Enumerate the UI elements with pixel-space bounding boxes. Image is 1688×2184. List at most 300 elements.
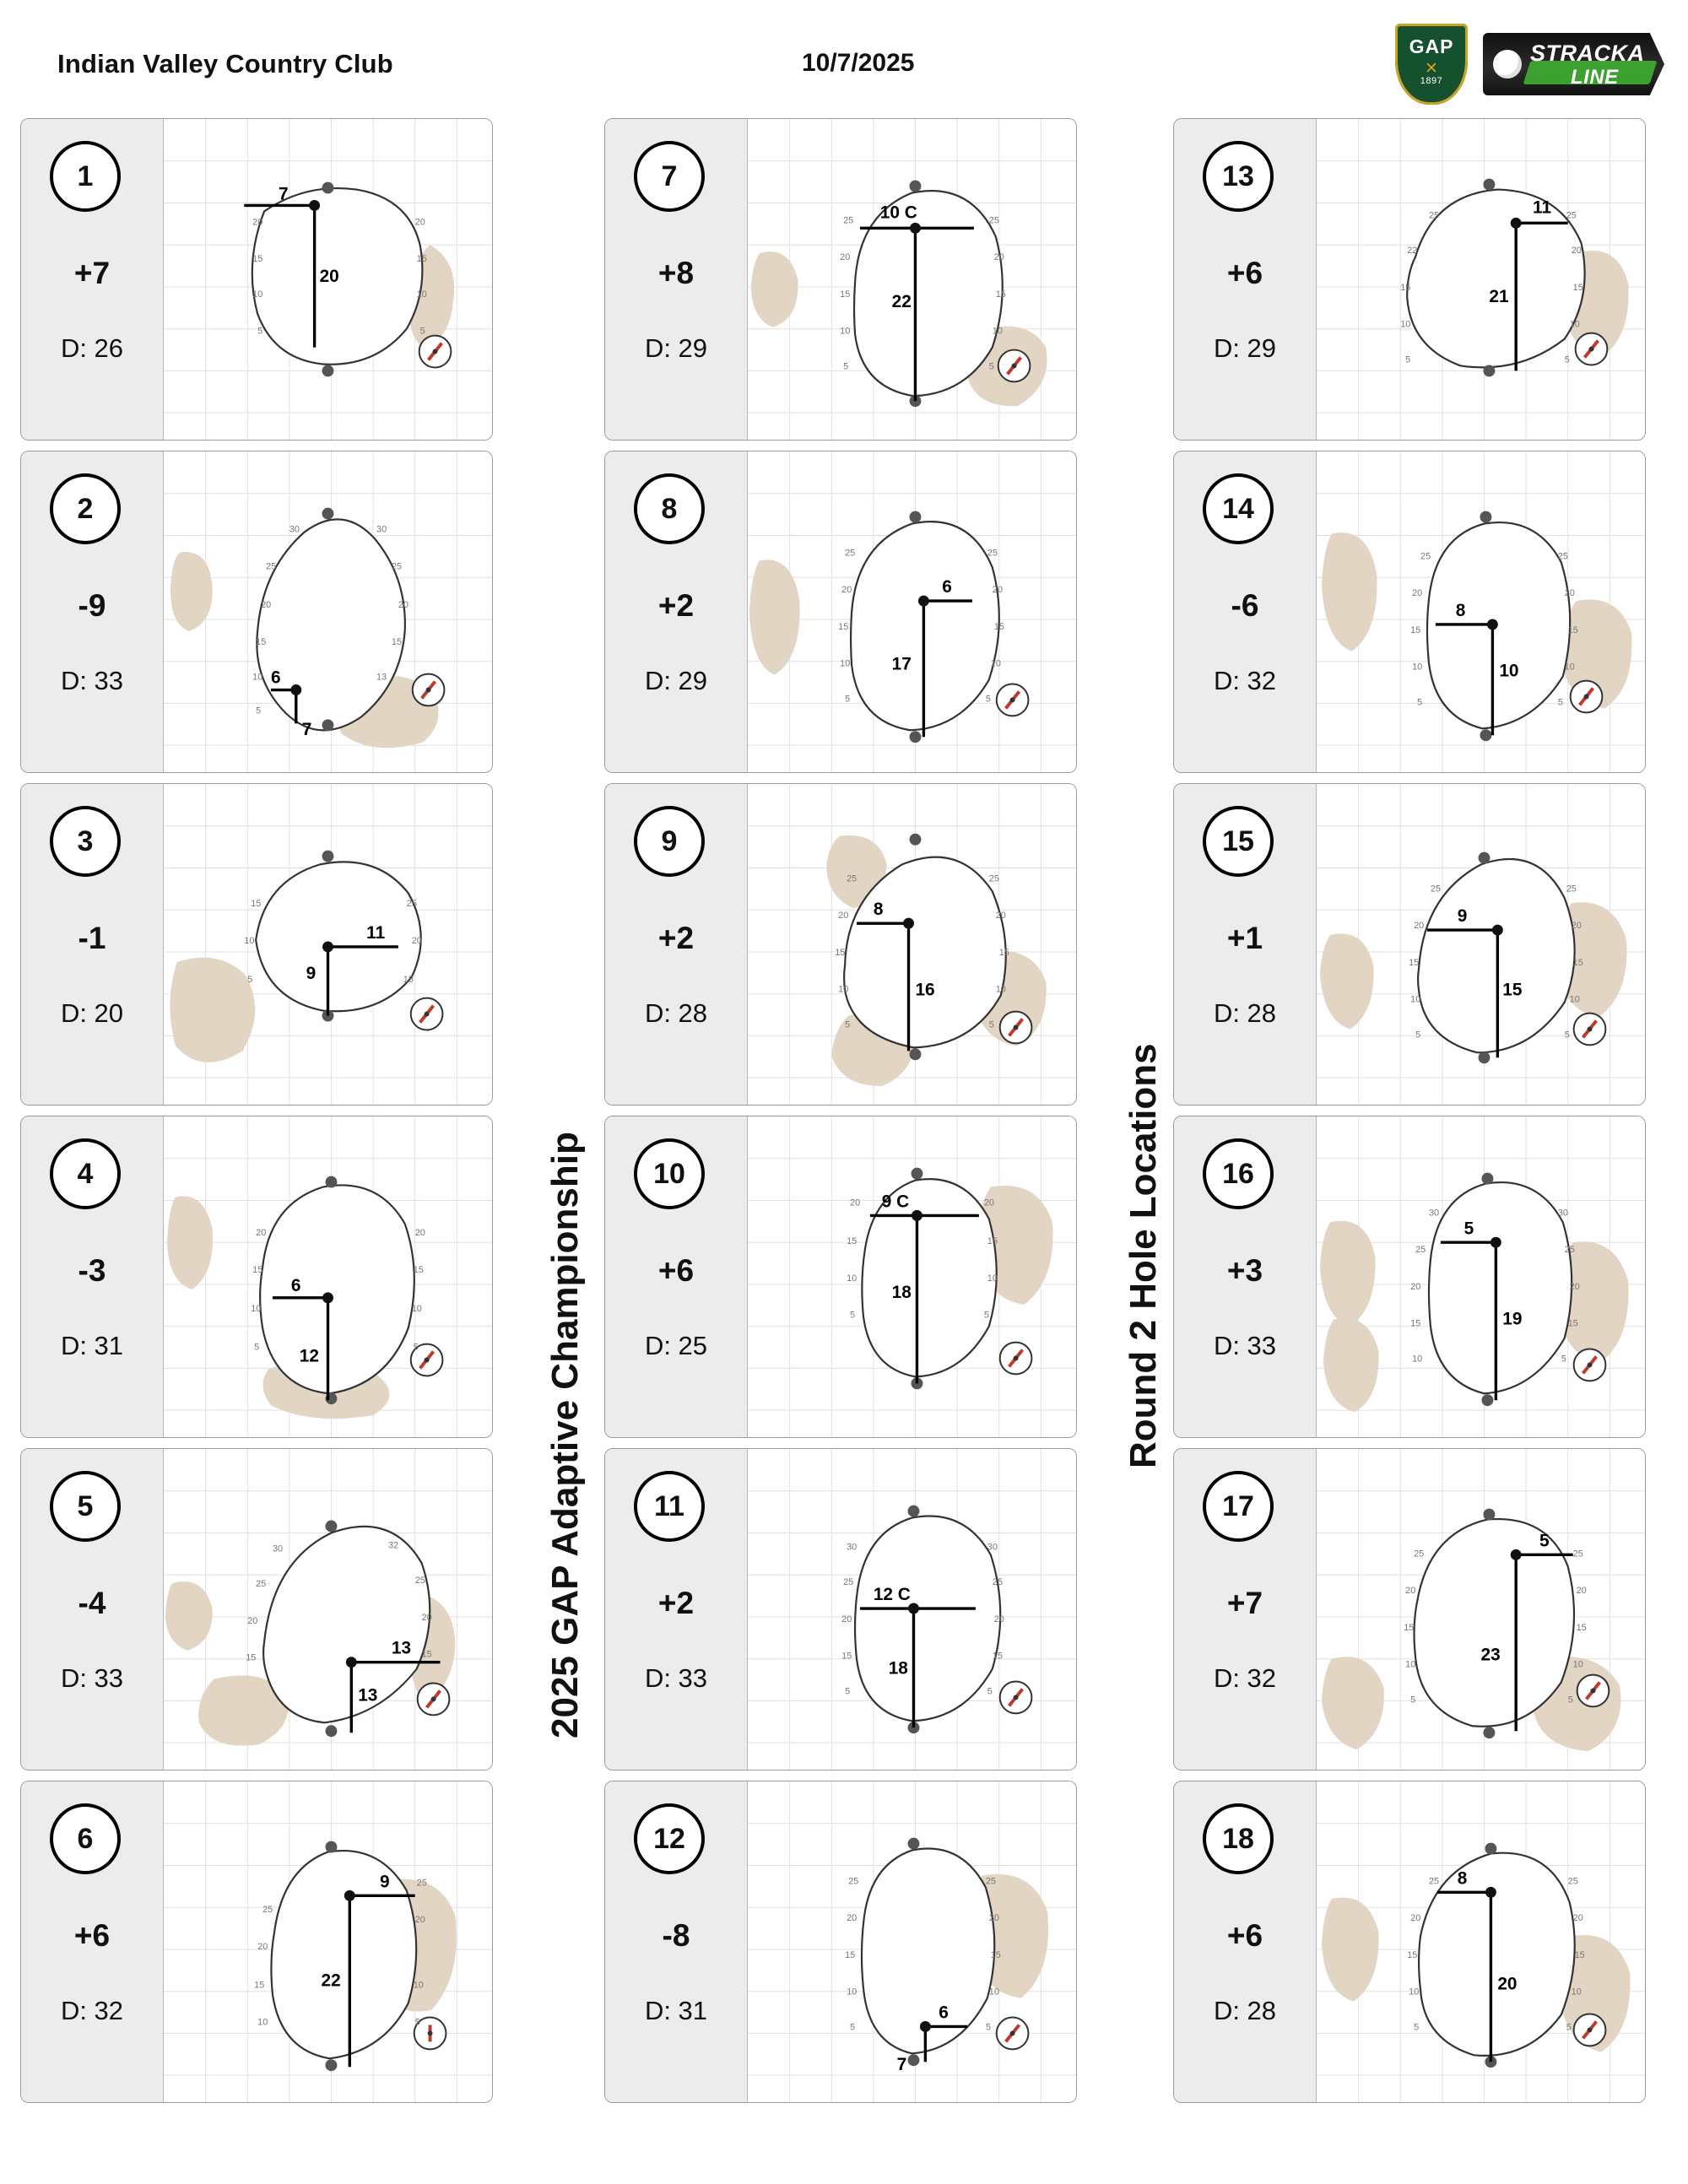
svg-text:25: 25 bbox=[988, 873, 999, 884]
svg-text:20: 20 bbox=[992, 585, 1003, 596]
svg-text:20: 20 bbox=[847, 1913, 858, 1924]
hole-info-panel bbox=[605, 119, 748, 440]
compass-icon bbox=[419, 336, 452, 368]
compass-icon bbox=[1000, 1012, 1032, 1044]
svg-text:30: 30 bbox=[987, 1542, 998, 1553]
gap-logo-icon bbox=[1395, 24, 1468, 105]
green-diagram bbox=[164, 784, 492, 1105]
hole-card[interactable] bbox=[604, 783, 1077, 1106]
hole-number-badge: 2 bbox=[50, 473, 121, 544]
svg-text:20: 20 bbox=[1571, 921, 1582, 932]
svg-text:15: 15 bbox=[992, 1651, 1003, 1662]
svg-text:15: 15 bbox=[413, 1265, 424, 1276]
pace-label: 10 C bbox=[879, 203, 917, 223]
round-title: Round 2 Hole Locations bbox=[1123, 1043, 1164, 1468]
compass-icon bbox=[997, 684, 1029, 716]
hole-depth: D: 33 bbox=[60, 666, 124, 695]
svg-text:5: 5 bbox=[1410, 1695, 1416, 1706]
green-diagram bbox=[164, 1781, 492, 2102]
svg-text:5: 5 bbox=[1414, 2022, 1420, 2033]
hole-slope: -8 bbox=[662, 1918, 690, 1953]
hole-depth: D: 28 bbox=[644, 998, 708, 1028]
svg-text:25: 25 bbox=[416, 1878, 427, 1889]
logo-group bbox=[1395, 24, 1664, 105]
hole-number-badge: 10 bbox=[634, 1138, 705, 1209]
hole-info-panel bbox=[21, 1449, 164, 1770]
svg-text:20: 20 bbox=[398, 600, 408, 611]
hole-slope: +2 bbox=[657, 588, 695, 623]
hole-info-panel bbox=[1174, 1449, 1317, 1770]
svg-text:15: 15 bbox=[391, 636, 403, 647]
svg-text:30: 30 bbox=[273, 1543, 284, 1554]
svg-text:10: 10 bbox=[840, 326, 851, 337]
svg-text:30: 30 bbox=[847, 1542, 858, 1553]
svg-text:20: 20 bbox=[261, 600, 272, 611]
svg-text:25: 25 bbox=[1428, 210, 1440, 221]
svg-text:25: 25 bbox=[1415, 1245, 1426, 1256]
svg-text:10: 10 bbox=[1412, 662, 1423, 673]
compass-icon bbox=[411, 998, 443, 1030]
hole-depth: D: 29 bbox=[1213, 333, 1277, 363]
hole-slope: -4 bbox=[78, 1586, 106, 1620]
svg-text:5: 5 bbox=[988, 1019, 994, 1030]
svg-text:10: 10 bbox=[1400, 319, 1411, 330]
svg-text:25: 25 bbox=[1428, 1876, 1440, 1887]
hole-number-badge: 8 bbox=[634, 473, 705, 544]
svg-text:10: 10 bbox=[1569, 994, 1580, 1005]
pace-label: 13 bbox=[391, 1638, 412, 1658]
svg-text:20: 20 bbox=[1412, 588, 1423, 599]
svg-text:10: 10 bbox=[1405, 1659, 1416, 1670]
hole-slope: -3 bbox=[78, 1253, 106, 1288]
svg-text:25: 25 bbox=[406, 899, 417, 910]
compass-icon bbox=[998, 350, 1031, 382]
hole-info-panel bbox=[605, 451, 748, 772]
svg-text:15: 15 bbox=[1574, 1949, 1585, 1960]
hole-slope: +7 bbox=[1226, 1586, 1263, 1620]
svg-text:5: 5 bbox=[1417, 697, 1423, 708]
svg-text:20: 20 bbox=[1410, 1281, 1421, 1292]
pace-label: 7 bbox=[896, 2055, 907, 2075]
hole-depth: D: 28 bbox=[1213, 1996, 1277, 2025]
hole-number-badge: 4 bbox=[50, 1138, 121, 1209]
hole-slope: +6 bbox=[73, 1918, 111, 1953]
hole-info-panel bbox=[605, 784, 748, 1105]
svg-text:20: 20 bbox=[995, 911, 1006, 922]
hole-card[interactable] bbox=[604, 451, 1077, 773]
svg-text:15: 15 bbox=[254, 1980, 265, 1991]
pace-label: 20 bbox=[319, 266, 339, 286]
svg-text:25: 25 bbox=[1572, 1549, 1583, 1560]
green-diagram bbox=[1317, 1449, 1645, 1770]
svg-text:20: 20 bbox=[1576, 1586, 1587, 1597]
hole-column-3 bbox=[1173, 118, 1646, 2113]
svg-text:10: 10 bbox=[995, 984, 1006, 995]
svg-text:15: 15 bbox=[845, 1949, 856, 1960]
hole-info-panel bbox=[605, 1781, 748, 2102]
pace-label: 21 bbox=[1489, 286, 1509, 306]
pace-label: 6 bbox=[290, 1275, 301, 1295]
hole-depth: D: 32 bbox=[1213, 666, 1277, 695]
strackaline-word-2: LINE bbox=[1571, 66, 1619, 89]
svg-text:10: 10 bbox=[257, 2017, 268, 2028]
hole-card[interactable] bbox=[20, 451, 493, 773]
hole-card[interactable] bbox=[20, 1781, 493, 2103]
green-diagram bbox=[164, 119, 492, 440]
svg-text:10: 10 bbox=[251, 1303, 262, 1314]
svg-text:5: 5 bbox=[845, 1686, 851, 1697]
strackaline-word-1: STRACKA bbox=[1530, 41, 1645, 66]
svg-text:15: 15 bbox=[1410, 624, 1421, 635]
hole-card[interactable] bbox=[20, 783, 493, 1106]
hole-info-panel bbox=[21, 784, 164, 1105]
hole-number-badge: 18 bbox=[1203, 1803, 1274, 1874]
green-diagram bbox=[748, 1449, 1076, 1770]
svg-text:10: 10 bbox=[252, 289, 263, 300]
svg-text:15: 15 bbox=[252, 1265, 263, 1276]
hole-card[interactable] bbox=[20, 118, 493, 441]
hole-slope: +8 bbox=[657, 256, 695, 290]
svg-text:30: 30 bbox=[1557, 1208, 1568, 1219]
hole-card[interactable] bbox=[1173, 1116, 1646, 1438]
svg-text:20: 20 bbox=[988, 1913, 999, 1924]
hole-number-badge: 7 bbox=[634, 141, 705, 212]
svg-text:20: 20 bbox=[256, 1228, 267, 1239]
svg-text:10: 10 bbox=[413, 1980, 424, 1991]
pace-label: 12 bbox=[299, 1346, 319, 1366]
hole-depth: D: 33 bbox=[60, 1663, 124, 1693]
hole-depth: D: 31 bbox=[60, 1331, 124, 1360]
svg-text:20: 20 bbox=[257, 1941, 268, 1952]
hole-number-badge: 11 bbox=[634, 1471, 705, 1542]
compass-icon bbox=[1574, 1349, 1606, 1381]
svg-text:5: 5 bbox=[850, 1310, 856, 1321]
svg-text:5: 5 bbox=[254, 1342, 260, 1353]
strackaline-logo-icon bbox=[1483, 33, 1664, 95]
svg-text:25: 25 bbox=[1566, 884, 1577, 895]
svg-text:25: 25 bbox=[1564, 1245, 1575, 1256]
svg-text:5: 5 bbox=[1405, 354, 1411, 365]
pace-label: 5 bbox=[1539, 1531, 1550, 1551]
hole-number-badge: 3 bbox=[50, 806, 121, 877]
hole-info-panel bbox=[21, 1781, 164, 2102]
pace-label: 11 bbox=[366, 923, 386, 943]
pace-label: 18 bbox=[888, 1658, 908, 1679]
compass-icon bbox=[997, 2018, 1029, 2050]
hole-card[interactable] bbox=[1173, 783, 1646, 1106]
hole-depth: D: 29 bbox=[644, 333, 708, 363]
svg-text:30: 30 bbox=[376, 524, 387, 535]
svg-text:25: 25 bbox=[1566, 210, 1577, 221]
svg-text:5: 5 bbox=[257, 326, 263, 337]
hole-card[interactable] bbox=[1173, 118, 1646, 441]
compass-icon bbox=[413, 674, 445, 706]
svg-text:5: 5 bbox=[988, 361, 994, 372]
svg-text:5: 5 bbox=[987, 1686, 993, 1697]
hole-number-badge: 9 bbox=[634, 806, 705, 877]
svg-text:25: 25 bbox=[1430, 884, 1442, 895]
hole-info-panel bbox=[1174, 1781, 1317, 2102]
hole-slope: -1 bbox=[78, 921, 106, 955]
hole-number-badge: 17 bbox=[1203, 1471, 1274, 1542]
svg-text:20: 20 bbox=[1410, 1913, 1421, 1924]
svg-text:25: 25 bbox=[985, 1876, 996, 1887]
hole-column-1 bbox=[20, 118, 493, 2113]
svg-text:25: 25 bbox=[847, 873, 858, 884]
hole-card[interactable] bbox=[1173, 1448, 1646, 1770]
svg-text:15: 15 bbox=[840, 289, 851, 300]
hole-slope: +6 bbox=[657, 1253, 695, 1288]
svg-text:10: 10 bbox=[252, 672, 263, 683]
svg-text:15: 15 bbox=[251, 899, 262, 910]
svg-text:5: 5 bbox=[845, 694, 851, 705]
svg-text:10: 10 bbox=[1569, 319, 1580, 330]
pace-label: 9 bbox=[306, 963, 316, 983]
pace-label: 22 bbox=[321, 1970, 341, 1991]
svg-text:25: 25 bbox=[1557, 551, 1568, 562]
hole-number-badge: 16 bbox=[1203, 1138, 1274, 1209]
svg-text:5: 5 bbox=[1567, 1695, 1573, 1706]
sheet-date: 10/7/2025 bbox=[802, 49, 915, 77]
hole-slope: +2 bbox=[657, 921, 695, 955]
svg-text:10: 10 bbox=[1409, 1987, 1420, 1997]
pace-label: 16 bbox=[915, 980, 935, 1000]
hole-depth: D: 20 bbox=[60, 998, 124, 1028]
svg-text:5: 5 bbox=[1564, 354, 1570, 365]
pace-label: 20 bbox=[1497, 1974, 1518, 1994]
svg-text:15: 15 bbox=[1410, 1318, 1421, 1329]
svg-text:5: 5 bbox=[247, 974, 253, 985]
svg-text:15: 15 bbox=[1567, 624, 1578, 635]
svg-text:30: 30 bbox=[1428, 1208, 1440, 1219]
svg-text:10: 10 bbox=[1571, 1987, 1582, 1997]
svg-text:15: 15 bbox=[246, 1652, 257, 1663]
svg-text:20: 20 bbox=[421, 1612, 432, 1623]
svg-text:25: 25 bbox=[843, 1577, 854, 1588]
compass-icon bbox=[1576, 333, 1608, 365]
compass-icon bbox=[1574, 1014, 1606, 1046]
pace-label: 7 bbox=[301, 720, 312, 740]
svg-text:10: 10 bbox=[847, 1273, 858, 1284]
gap-logo-text: GAP bbox=[1409, 35, 1454, 57]
hole-info-panel bbox=[605, 1116, 748, 1437]
green-diagram bbox=[164, 1449, 492, 1770]
svg-text:5: 5 bbox=[985, 2022, 991, 2033]
svg-text:20: 20 bbox=[414, 1915, 425, 1926]
svg-text:10: 10 bbox=[987, 1273, 998, 1284]
svg-text:20: 20 bbox=[414, 217, 425, 228]
green-diagram bbox=[748, 119, 1076, 440]
svg-text:15: 15 bbox=[987, 1236, 998, 1247]
svg-text:32: 32 bbox=[387, 1540, 399, 1551]
svg-text:15: 15 bbox=[403, 974, 414, 985]
compass-icon bbox=[1000, 1343, 1032, 1375]
hole-number-badge: 13 bbox=[1203, 141, 1274, 212]
pace-label: 17 bbox=[891, 654, 912, 674]
svg-text:25: 25 bbox=[256, 1579, 267, 1590]
hole-number-badge: 6 bbox=[50, 1803, 121, 1874]
svg-text:15: 15 bbox=[1409, 957, 1420, 968]
svg-text:25: 25 bbox=[391, 561, 403, 572]
hole-info-panel bbox=[1174, 784, 1317, 1105]
hole-depth: D: 33 bbox=[644, 1663, 708, 1693]
svg-text:10: 10 bbox=[838, 984, 849, 995]
compass-icon bbox=[1577, 1675, 1610, 1707]
svg-text:13: 13 bbox=[376, 672, 387, 683]
hole-info-panel bbox=[21, 119, 164, 440]
svg-text:10: 10 bbox=[1564, 662, 1575, 673]
svg-text:25: 25 bbox=[262, 1905, 273, 1916]
svg-text:20: 20 bbox=[838, 911, 849, 922]
svg-text:5: 5 bbox=[983, 1310, 989, 1321]
svg-text:25: 25 bbox=[843, 215, 854, 226]
green-diagram bbox=[1317, 1781, 1645, 2102]
pace-label: 6 bbox=[271, 668, 281, 688]
hole-info-panel bbox=[1174, 451, 1317, 772]
event-title: 2025 GAP Adaptive Championship bbox=[544, 1132, 586, 1738]
svg-text:5: 5 bbox=[985, 694, 991, 705]
svg-text:5: 5 bbox=[1557, 697, 1563, 708]
hole-card[interactable] bbox=[604, 1448, 1077, 1770]
svg-text:20: 20 bbox=[993, 252, 1004, 263]
svg-text:25: 25 bbox=[992, 1577, 1003, 1588]
svg-text:20: 20 bbox=[983, 1197, 994, 1208]
pace-label: 9 C bbox=[881, 1192, 910, 1212]
pace-label: 13 bbox=[358, 1685, 378, 1706]
green-diagram bbox=[1317, 1116, 1645, 1437]
hole-slope: +1 bbox=[1226, 921, 1263, 955]
svg-text:5: 5 bbox=[1415, 1030, 1421, 1041]
svg-text:15: 15 bbox=[993, 621, 1004, 632]
svg-text:5: 5 bbox=[845, 1019, 851, 1030]
svg-text:20: 20 bbox=[840, 252, 851, 263]
hole-column-2 bbox=[604, 118, 1077, 2113]
hole-card[interactable] bbox=[604, 1116, 1077, 1438]
svg-text:20: 20 bbox=[1405, 1586, 1416, 1597]
hole-slope: +3 bbox=[1226, 1253, 1263, 1288]
svg-text:25: 25 bbox=[1567, 1876, 1578, 1887]
svg-text:5: 5 bbox=[256, 705, 262, 716]
pace-label: 23 bbox=[1480, 1645, 1501, 1665]
svg-text:10: 10 bbox=[1572, 1659, 1583, 1670]
pace-label: 22 bbox=[891, 291, 912, 311]
svg-text:20: 20 bbox=[411, 935, 422, 947]
svg-text:25: 25 bbox=[848, 1876, 859, 1887]
page-header bbox=[0, 0, 1688, 110]
svg-text:10: 10 bbox=[244, 935, 255, 947]
hole-card[interactable] bbox=[20, 1448, 493, 1770]
hole-depth: D: 32 bbox=[60, 1996, 124, 2025]
hole-number-badge: 12 bbox=[634, 1803, 705, 1874]
pace-label: 15 bbox=[1502, 980, 1523, 1000]
course-name: Indian Valley Country Club bbox=[57, 49, 393, 78]
green-diagram bbox=[1317, 784, 1645, 1105]
svg-text:15: 15 bbox=[1572, 282, 1583, 293]
svg-text:20: 20 bbox=[252, 217, 263, 228]
hole-card[interactable] bbox=[20, 1116, 493, 1438]
hole-card[interactable] bbox=[1173, 1781, 1646, 2103]
svg-text:20: 20 bbox=[1572, 1913, 1583, 1924]
hole-depth: D: 32 bbox=[1213, 1663, 1277, 1693]
pace-label: 8 bbox=[1457, 1868, 1468, 1889]
svg-text:20: 20 bbox=[850, 1197, 861, 1208]
svg-text:30: 30 bbox=[289, 524, 300, 535]
svg-text:20: 20 bbox=[841, 585, 852, 596]
hole-info-panel bbox=[1174, 1116, 1317, 1437]
pace-label: 5 bbox=[1463, 1219, 1474, 1239]
svg-text:10: 10 bbox=[990, 658, 1001, 669]
pace-label: 6 bbox=[939, 2003, 949, 2023]
svg-text:15: 15 bbox=[995, 289, 1006, 300]
svg-text:15: 15 bbox=[1572, 957, 1583, 968]
svg-text:15: 15 bbox=[252, 254, 263, 265]
svg-text:10: 10 bbox=[411, 1303, 422, 1314]
gap-logo-mark: ✕ bbox=[1425, 60, 1438, 78]
hole-number-badge: 15 bbox=[1203, 806, 1274, 877]
svg-text:25: 25 bbox=[1420, 551, 1431, 562]
svg-text:10: 10 bbox=[847, 1987, 858, 1997]
hole-slope: +6 bbox=[1226, 256, 1263, 290]
svg-text:25: 25 bbox=[266, 561, 277, 572]
green-diagram bbox=[164, 1116, 492, 1437]
hole-card[interactable] bbox=[1173, 451, 1646, 773]
green-diagram bbox=[748, 1781, 1076, 2102]
svg-text:5: 5 bbox=[1566, 2022, 1572, 2033]
svg-text:20: 20 bbox=[841, 1614, 852, 1624]
svg-text:15: 15 bbox=[1400, 282, 1411, 293]
hole-depth: D: 28 bbox=[1213, 998, 1277, 1028]
gap-logo-year: 1897 bbox=[1420, 76, 1443, 86]
pace-label: 19 bbox=[1502, 1309, 1523, 1329]
green-diagram bbox=[748, 1116, 1076, 1437]
svg-text:15: 15 bbox=[256, 636, 267, 647]
hole-info-panel bbox=[21, 1116, 164, 1437]
green-diagram bbox=[1317, 451, 1645, 772]
svg-text:15: 15 bbox=[998, 947, 1009, 958]
svg-text:15: 15 bbox=[835, 947, 846, 958]
pace-label: 7 bbox=[278, 184, 289, 204]
svg-text:20: 20 bbox=[247, 1615, 258, 1626]
hole-info-panel bbox=[605, 1449, 748, 1770]
hole-slope: +7 bbox=[73, 256, 111, 290]
green-diagram bbox=[748, 451, 1076, 772]
pace-label: 9 bbox=[380, 1872, 390, 1892]
green-diagram bbox=[164, 451, 492, 772]
svg-text:15: 15 bbox=[1404, 1622, 1415, 1633]
svg-text:15: 15 bbox=[847, 1236, 858, 1247]
hole-slope: +6 bbox=[1226, 1918, 1263, 1953]
hole-card[interactable] bbox=[604, 1781, 1077, 2103]
svg-text:10: 10 bbox=[416, 289, 427, 300]
hole-slope: +2 bbox=[657, 1586, 695, 1620]
svg-text:15: 15 bbox=[1567, 1318, 1578, 1329]
compass-icon bbox=[1574, 2014, 1606, 2046]
hole-number-badge: 1 bbox=[50, 141, 121, 212]
svg-text:15: 15 bbox=[841, 1651, 852, 1662]
pace-label: 8 bbox=[873, 900, 884, 920]
compass-icon bbox=[1000, 1682, 1032, 1714]
svg-text:15: 15 bbox=[1576, 1622, 1587, 1633]
hole-depth: D: 31 bbox=[644, 1996, 708, 2025]
svg-text:5: 5 bbox=[850, 2022, 856, 2033]
svg-text:22: 22 bbox=[1407, 246, 1418, 257]
pace-label: 8 bbox=[1455, 600, 1466, 620]
svg-text:25: 25 bbox=[988, 215, 999, 226]
svg-text:10: 10 bbox=[1412, 1354, 1423, 1365]
hole-card[interactable] bbox=[604, 118, 1077, 441]
svg-text:10: 10 bbox=[840, 658, 851, 669]
pace-label: 6 bbox=[942, 577, 952, 597]
